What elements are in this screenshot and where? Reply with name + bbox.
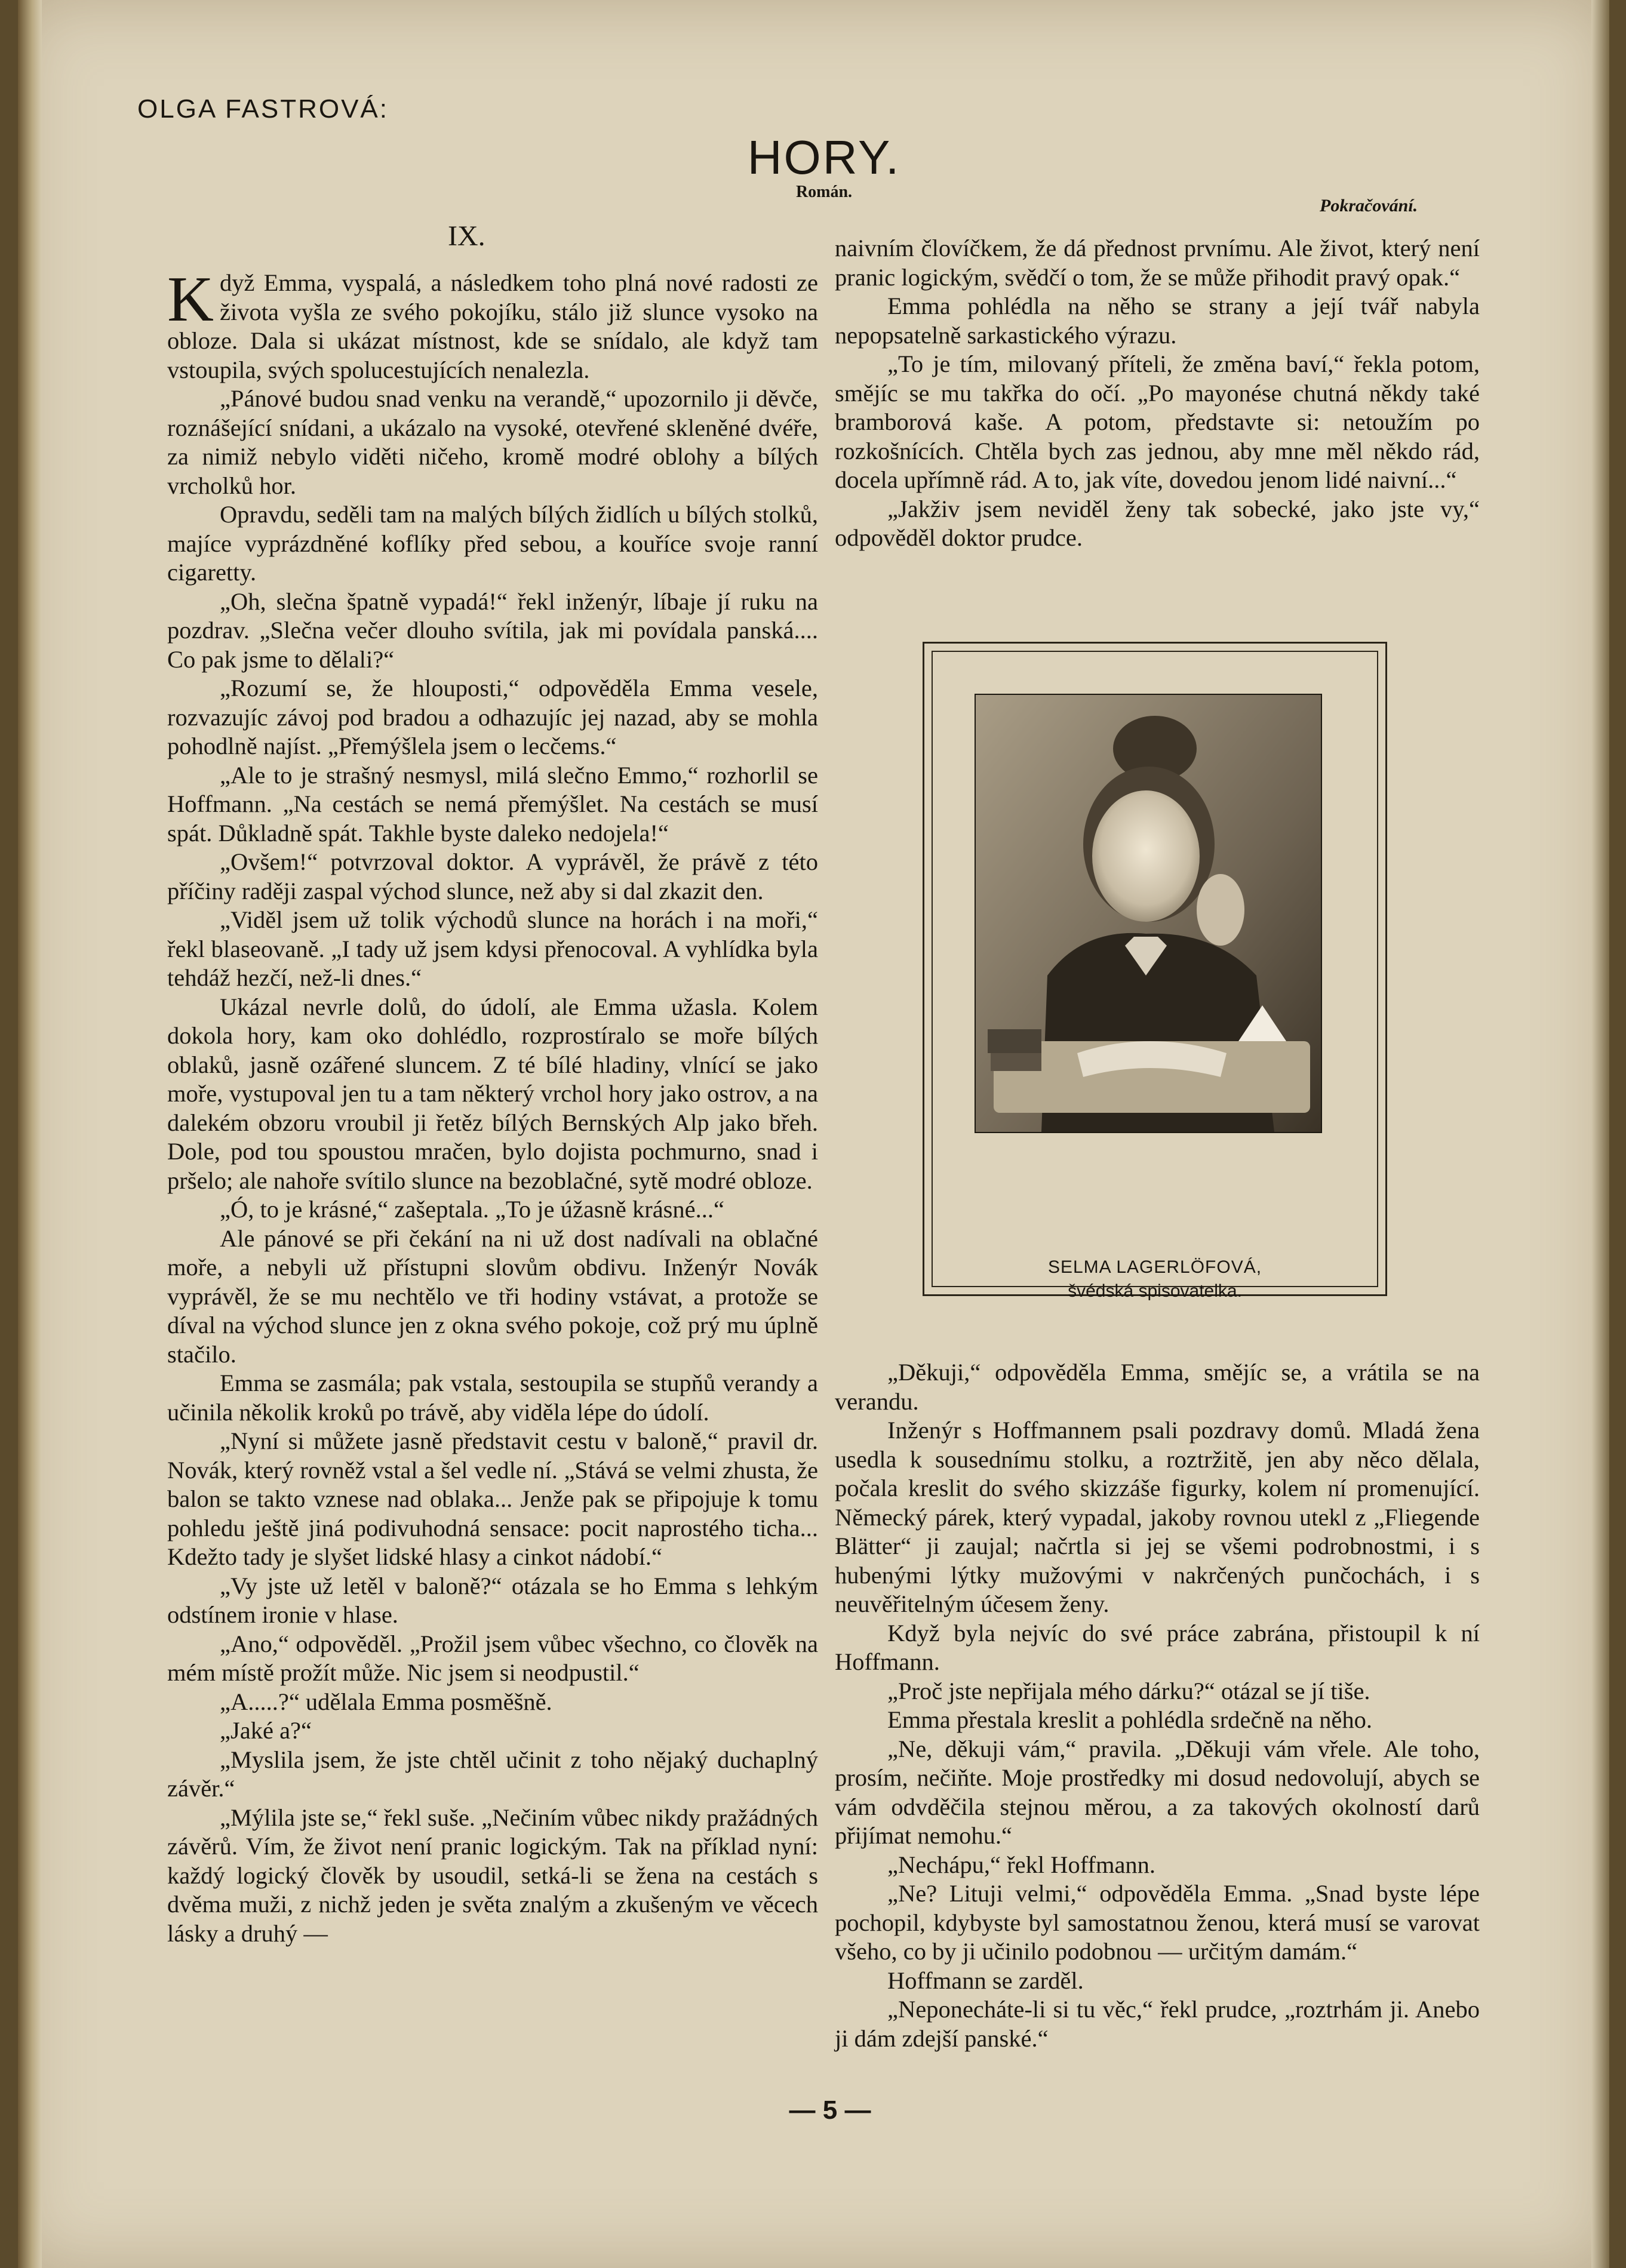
- portrait-photo: [975, 694, 1322, 1133]
- paragraph: „Ano,“ odpověděl. „Prožil jsem vůbec všechno, co člověk na mém místě prožít může. Nic jsem si neodpustil.“: [167, 1630, 818, 1686]
- paragraph: „Nyní si můžete jasně představit cestu v baloně,“ pravil dr. Novák, který rovněž vstal a šel vedle ní. „Stává se velmi zhusta, že balon se takto vznese nad oblaka... Jenže pak se připojuje k tomu pohledu ještě jiná podivuhodná sensace: pocit naprostého ticha... Kdežto tady je slyšet lidské hlasy a cinkot nádobí.“: [167, 1427, 818, 1570]
- paragraph: „Ne, děkuji vám,“ pravila. „Děkuji vám vřele. Ale toho, prosím, nečiňte. Moje prostředky mi dosud nedovolují, abych se vám odvděčila stejnou měrou, a za takových okolností darů přijímat nemohu.“: [835, 1735, 1480, 1849]
- paragraph: „Ne? Lituji velmi,“ odpověděla Emma. „Snad byste lépe pochopil, kdybyste byl samostatnou ženou, která musí se varovat všeho, co by ji učinilo podobnou — určitým damám.“: [835, 1880, 1480, 1965]
- chapter-number: IX.: [448, 220, 485, 252]
- paragraph: „A.....?“ udělala Emma posměšně.: [220, 1688, 552, 1715]
- paragraph: „Proč jste nepřijala mého dárku?“ otázal se jí tiše.: [887, 1677, 1370, 1704]
- paragraph: „To je tím, milovaný příteli, že změna baví,“ řekla potom, smějíc se mu takřka do očí. „Po mayonése chutná někdy také bramborová kaše. A potom, představte si: netoužím po rozkošnících. Chtěla bych zas jednou, aby mne měl někdo rád, docela upřímně rád. A to, jak víte, dovedou jenom lidé naivní...“: [835, 350, 1480, 493]
- paragraph: Inženýr s Hoffmannem psali pozdravy domů. Mladá žena usedla k sousednímu stolku, a roztržitě, jen aby něco dělala, počala kreslit do svého skizzáše figurky, kolem ní promenující. Německý párek, který vypadal, jakoby rovnou utekl z „Fliegende Blätter“ ji zaujal; načrtla si jej se všemi podrobnostmi, i s hubenými lýtky mužovými v nakrčených punčochách, i s neuvěřitelným účesem ženy.: [835, 1417, 1480, 1617]
- left-column: [167, 264, 818, 1948]
- paragraph: „Vy jste už letěl v baloně?“ otázala se ho Emma s lehkým odstínem ironie v hlase.: [167, 1572, 818, 1628]
- paragraph: Emma přestala kreslit a pohlédla srdečně na něho.: [887, 1706, 1372, 1733]
- paragraph: „Rozumí se, že hlouposti,“ odpověděla Emma vesele, rozvazujíc závoj pod bradou a odhazujíc jej nazad, aby se mohla pohodlně najíst. „Přemýšlela jsem o lecčems.“: [167, 675, 818, 759]
- right-column-top: [835, 234, 1480, 553]
- paragraph: Ukázal nevrle dolů, do údolí, ale Emma užasla. Kolem dokola hory, kam oko dohlédlo, rozprostíralo se moře bílých oblaků, jasně ozářené sluncem. Z té bílé hladiny, vlnící se jako moře, vystupoval jen tu a tam některý vrchol hory jako ostrov, a na dalekém obzoru vroubil ji řetěz bílých Bernských Alp jako břeh. Dole, pod tou spoustou mračen, bylo dojista pochmurno, snad i pršelo; ale nahoře svítilo slunce na bezoblačné, sytě modré obloze.: [167, 993, 818, 1194]
- paragraph: „Ó, to je krásné,“ zašeptala. „To je úžasně krásné...“: [220, 1196, 725, 1223]
- paragraph: „Jaké a?“: [220, 1717, 312, 1744]
- article-title: HORY.: [747, 131, 901, 184]
- paragraph: „Neponecháte-li si tu věc,“ řekl prudce, „roztrhám ji. Anebo ji dám zdejší panské.“: [835, 1996, 1480, 2052]
- paragraph: Hoffmann se zarděl.: [887, 1967, 1084, 1994]
- paragraph: „Jakživ jsem neviděl ženy tak sobecké, jako jste vy,“ odpověděl doktor prudce.: [835, 495, 1480, 551]
- continuation-note: Pokračování.: [1320, 196, 1418, 216]
- paragraph: „Oh, slečna špatně vypadá!“ řekl inženýr, líbaje jí ruku na pozdrav. „Slečna večer dlouho svítila, jak mi povídala panská.... Co pak jsme to dělali?“: [167, 587, 818, 673]
- page-number: — 5 —: [789, 2095, 871, 2125]
- drop-cap: K: [167, 264, 214, 335]
- page-fold-shadow: [18, 0, 42, 2268]
- paragraph: „Ale to je strašný nesmysl, milá slečno Emmo,“ rozhorlil se Hoffmann. „Na cestách se nemá přemýšlet. Na cestách se musí spát. Důkladně spát. Takhle byste daleko nedojela!“: [167, 761, 818, 847]
- paragraph: „Myslila jsem, že jste chtěl učinit z toho nějaký duchaplný závěr.“: [167, 1746, 818, 1802]
- portrait-figure: [923, 642, 1387, 1301]
- paragraph: Opravdu, seděli tam na malých bílých židlích u bílých stolků, majíce vyprázdněné koflíky před sebou, a kouříce svoje ranní cigaretty.: [167, 501, 818, 586]
- paragraph: „Nechápu,“ řekl Hoffmann.: [887, 1851, 1156, 1878]
- paragraph: „Pánové budou snad venku na verandě,“ upozornilo ji děvče, roznášející snídani, a ukázalo na vysoké, otevřené skleněné dvéře, za nimiž nebylo viděti ničeho, kromě modré oblohy a bílých vrcholků hor.: [167, 385, 818, 499]
- magazine-page: [18, 0, 1609, 2268]
- author-name: OLGA FASTROVÁ:: [137, 94, 389, 124]
- paragraph: Ale pánové se při čekání na ni už dost nadívali na oblačné moře, a nebyli už přístupni slovům obdivu. Inženýr Novák vyprávěl, že se mu nechtělo ve tři hodiny vstávat, a protože se díval na východ slunce jen z okna svého pokoje, což prý mu úplně stačilo.: [167, 1224, 818, 1368]
- paragraph: Když Emma, vyspalá, a následkem toho plná nové radosti ze života vyšla ze svého pokojíku, stálo již slunce vysoko na obloze. Dala si ukázat místnost, kde se snídalo, ale když tam vstoupila, svých spolucestujících nenalezla.: [167, 264, 818, 383]
- paragraph: Emma se zasmála; pak vstala, sestoupila se stupňů verandy a učinila několik kroků po trávě, aby viděla lépe do údolí.: [167, 1370, 818, 1426]
- caption-description: švédská spisovatelka.: [1068, 1281, 1242, 1301]
- paragraph: Emma pohlédla na něho se strany a její tvář nabyla nepopsatelně sarkastického výrazu.: [835, 293, 1480, 349]
- paragraph: „Mýlila jste se,“ řekl suše. „Nečiním vůbec nikdy pražádných závěrů. Vím, že život není pranic logickým. Tak na příklad nyní: každý logický člověk by usoudil, setká-li se žena na cestách s dvěma muži, z nichž jeden je světa znalým a zkušeným ve věcech lásky a druhý —: [167, 1804, 818, 1947]
- paragraph: „Viděl jsem už tolik východů slunce na horách i na moři,“ řekl blaseovaně. „I tady už jsem kdysi přenocoval. A vyhlídka byla tehdáž hezčí, než-li dnes.“: [167, 906, 818, 991]
- paragraph: Když byla nejvíc do své práce zabrána, přistoupil k ní Hoffmann.: [835, 1619, 1480, 1675]
- paragraph: „Ovšem!“ potvrzoval doktor. A vyprávěl, že právě z této příčiny raději zaspal východ slunce, než aby si dal zkazit den.: [167, 848, 818, 904]
- article-genre: Román.: [795, 183, 853, 201]
- page-edge-shadow: [1591, 0, 1609, 2268]
- paragraph: „Děkuji,“ odpověděla Emma, smějíc se, a vrátila se na verandu.: [835, 1359, 1480, 1415]
- paragraph-continued: naivním človíčkem, že dá přednost prvnímu. Ale život, který není pranic logickým, svědčí o tom, že se může přihodit pravý opak.“: [835, 235, 1480, 291]
- right-column-bottom: [835, 1358, 1480, 2053]
- caption-name: SELMA LAGERLÖFOVÁ,: [1047, 1257, 1262, 1277]
- portrait-illustration: [976, 695, 1321, 1132]
